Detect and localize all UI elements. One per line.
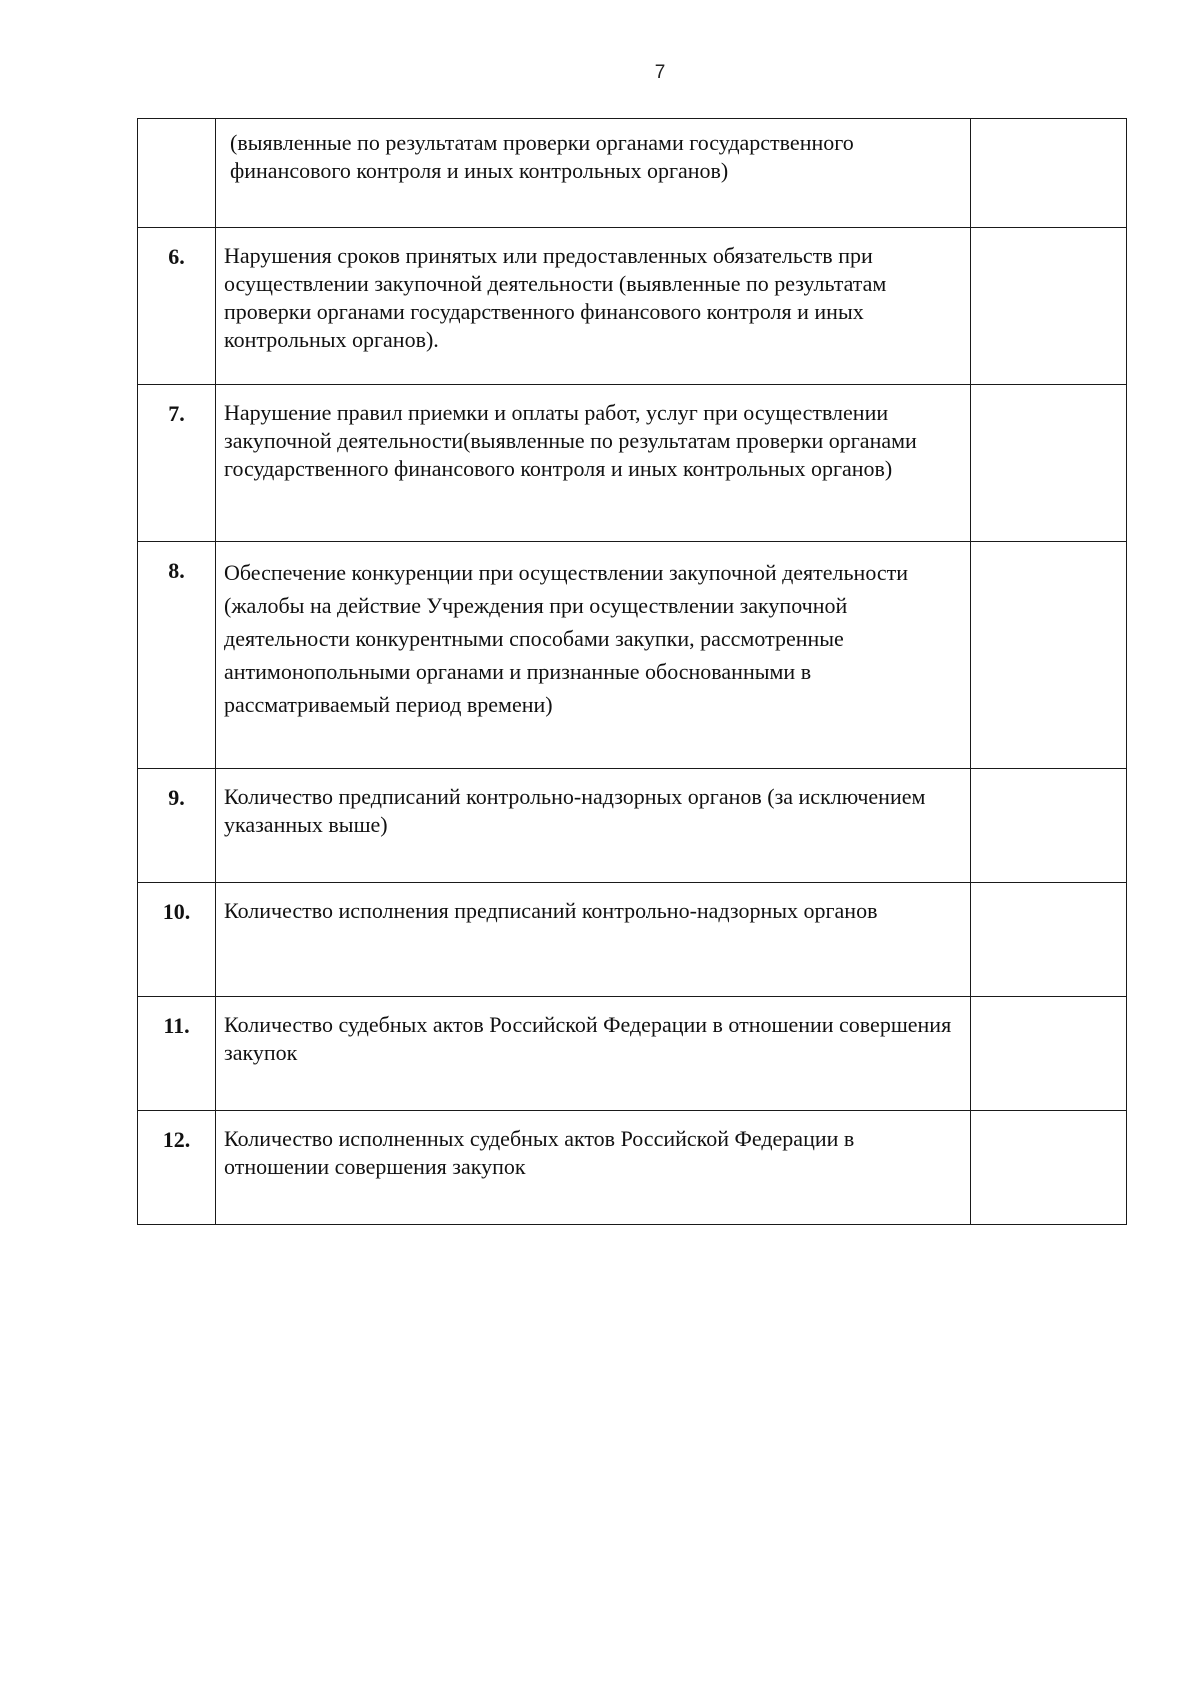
row-description: Нарушения сроков принятых или предоставленных обязательств при осуществлении закупочной деятельности (выявленные по результатам проверки органами государственного финансового контроля и иных контрольных органов).	[216, 228, 971, 385]
row-description: Количество исполненных судебных актов Российской Федерации в отношении совершения закупок	[216, 1111, 971, 1225]
row-number: 12.	[138, 1111, 216, 1225]
row-description: Количество предписаний контрольно-надзорных органов (за исключением указанных выше)	[216, 769, 971, 883]
row-value	[971, 883, 1127, 997]
row-value	[971, 119, 1127, 228]
row-value	[971, 542, 1127, 769]
row-description: Обеспечение конкуренции при осуществлении закупочной деятельности (жалобы на действие Учреждения при осуществлении закупочной деятельности конкурентными способами закупки, рассмотренные антимонопольными органами и признанные обоснованными в рассматриваемый период времени)	[216, 542, 971, 769]
row-value	[971, 228, 1127, 385]
row-number: 7.	[138, 385, 216, 542]
row-number	[138, 119, 216, 228]
row-number: 10.	[138, 883, 216, 997]
row-description: Количество исполнения предписаний контрольно-надзорных органов	[216, 883, 971, 997]
table-row	[138, 997, 1127, 1111]
table-row	[138, 1111, 1127, 1225]
row-value	[971, 769, 1127, 883]
row-description: (выявленные по результатам проверки органами государственного финансового контроля и иных контрольных органов)	[216, 119, 971, 228]
row-number: 6.	[138, 228, 216, 385]
indicators-table	[137, 118, 1127, 1225]
row-number: 11.	[138, 997, 216, 1111]
page-number: 7	[654, 62, 666, 83]
table-row	[138, 542, 1127, 769]
table-row	[138, 228, 1127, 385]
row-description: Нарушение правил приемки и оплаты работ, услуг при осуществлении закупочной деятельности(выявленные по результатам проверки органами государственного финансового контроля и иных контрольных органов)	[216, 385, 971, 542]
table-row	[138, 883, 1127, 997]
row-number: 9.	[138, 769, 216, 883]
row-value	[971, 997, 1127, 1111]
row-number: 8.	[138, 542, 216, 769]
table-row	[138, 385, 1127, 542]
row-value	[971, 385, 1127, 542]
row-description: Количество судебных актов Российской Федерации в отношении совершения закупок	[216, 997, 971, 1111]
table-row	[138, 769, 1127, 883]
row-value	[971, 1111, 1127, 1225]
table-row	[138, 119, 1127, 228]
